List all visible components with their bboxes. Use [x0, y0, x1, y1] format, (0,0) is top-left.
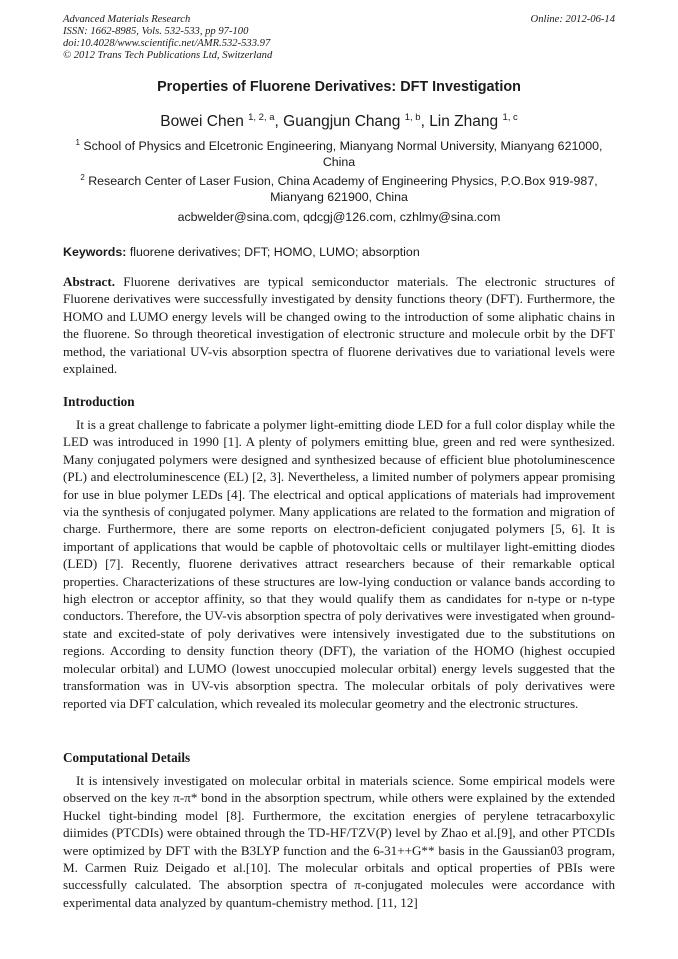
- section-heading-computational-details: Computational Details: [63, 750, 191, 765]
- introduction-paragraph: It is a great challenge to fabricate a polymer light-emitting diode LED for a full color display while the LED was introduced in 1990 [1]. A plenty of polymers emitting blue, green and red were synthesized. Many conjugated polymers were designed and synthesized because of efficient blue photoluminescence (PL) and electroluminescence (EL) [2, 3]. Nevertheless, a limited number of polymers appear promising for use in blue polymer LEDs [4]. The electrical and optical applications of materials had improvement via the synthesis of conjugated polymer. Many applications are related to the formation and migration of charge. Furthermore, there are some reports on electron-deficient conjugated polymers [5, 6]. It is important of applications that would be capble of photovoltaic cells or multilayer light-emitting diodes (LED) [7]. Recently, fluorene derivatives attract researchers because of their remarkable optical properties. Characterizations of these structures are low-lying conduction or valance bands according to high electron or acceptor affinity, so that they would qualify them as candidates for n-type or n-type conductors. Therefore, the UV-vis absorption spectra of poly derivatives were investigated when ground-state and excited-state of poly derivatives were intensively investigated due to the substitutions on regions. According to density function theory (DFT), the variation of the HOMO (highest occupied molecular orbital) and LUMO (lowest unoccupied molecular orbital) energy levels suggested that the transformation was in UV-vis absorption spectra. The molecular orbitals of poly derivatives were reported via DFT calculation, which revealed its molecular geometry and the electronic structures.: [63, 417, 615, 711]
- author-superscript: 1, 2, a: [248, 112, 275, 123]
- author-name: Bowei Chen: [160, 113, 244, 130]
- doi-line: doi:10.4028/www.scientific.net/AMR.532-533.97: [63, 38, 271, 49]
- author-superscript: 1, c: [502, 112, 518, 123]
- author-superscript: 1, b: [404, 112, 421, 123]
- abstract-label: Abstract.: [63, 274, 115, 289]
- author-name: Guangjun Chang: [283, 113, 401, 130]
- online-date: Online: 2012-06-14: [530, 14, 615, 25]
- paper-title: Properties of Fluorene Derivatives: DFT Investigation: [157, 79, 521, 95]
- keywords: [63, 245, 615, 260]
- author-name: Lin Zhang: [429, 113, 499, 130]
- author-emails: acbwelder@sina.com, qdcgj@126.com, czhlmy@sina.com: [177, 210, 501, 224]
- affiliation-text: School of Physics and Elcetronic Engineering, Mianyang Normal University, Mianyang 621000, China: [83, 139, 603, 169]
- keywords-label: Keywords:: [63, 245, 127, 259]
- copyright-line: © 2012 Trans Tech Publications Ltd, Switzerland: [63, 50, 273, 61]
- section-heading-introduction: Introduction: [63, 394, 135, 409]
- affiliation-1: [63, 139, 615, 170]
- author-list: Bowei Chen $^{1, 2, a}$, Guangjun Chang $^{1, b}$, Lin Zhang $^{1, c}$: [160, 112, 518, 130]
- running-header: [63, 14, 615, 62]
- computational-details-paragraph: It is intensively investigated on molecular orbital in materials science. Some empirical models were observed on the key π-π* bond in the absorption spectrum, while others were explained by the extended Huckel tight-binding model [8]. Furthermore, the excitation energies of perylene tetracarboxylic diimides (PTCDIs) were obtained through the TD-HF/TZV(P) level by Zhao et al.[9], and other PTCDIs were optimized by DFT with the B3LYP function and the 6-31++G** basis in the Gaussian03 program, M. Carmen Ruiz Deigado et al.[10]. The molecular orbitals and optical properties of PBIs were successfully calculated. The absorption spectra of π-conjugated molecules were accordance with experimental data analyzed by quantum-chemistry method. [11, 12]: [63, 773, 615, 910]
- journal-name: Advanced Materials Research: [63, 14, 191, 25]
- affiliation-2: [63, 174, 615, 205]
- issn-line: ISSN: 1662-8985, Vols. 532-533, pp 97-100: [63, 26, 249, 37]
- affiliation-text: Research Center of Laser Fusion, China Academy of Engineering Physics, P.O.Box 919-987, Mianyang 621900, China: [88, 174, 598, 204]
- affiliation-superscript: 2: [80, 173, 85, 182]
- abstract: [63, 273, 615, 377]
- abstract-text: Fluorene derivatives are typical semiconductor materials. The electronic structures of Fluorene derivatives were successfully investigated by density functions theory (DFT). Furthermore, the HOMO and LUMO energy levels will be changed owing to the introduction of some aliphatic chains in the fluorene. So through theoretical investigation of electronic structure and molecule orbit by the DFT method, the variational UV-vis absorption spectra of fluorene derivatives due to variational levels were explained.: [63, 274, 615, 377]
- affiliation-superscript: 1: [75, 138, 80, 147]
- keywords-text: fluorene derivatives; DFT; HOMO, LUMO; absorption: [129, 245, 420, 259]
